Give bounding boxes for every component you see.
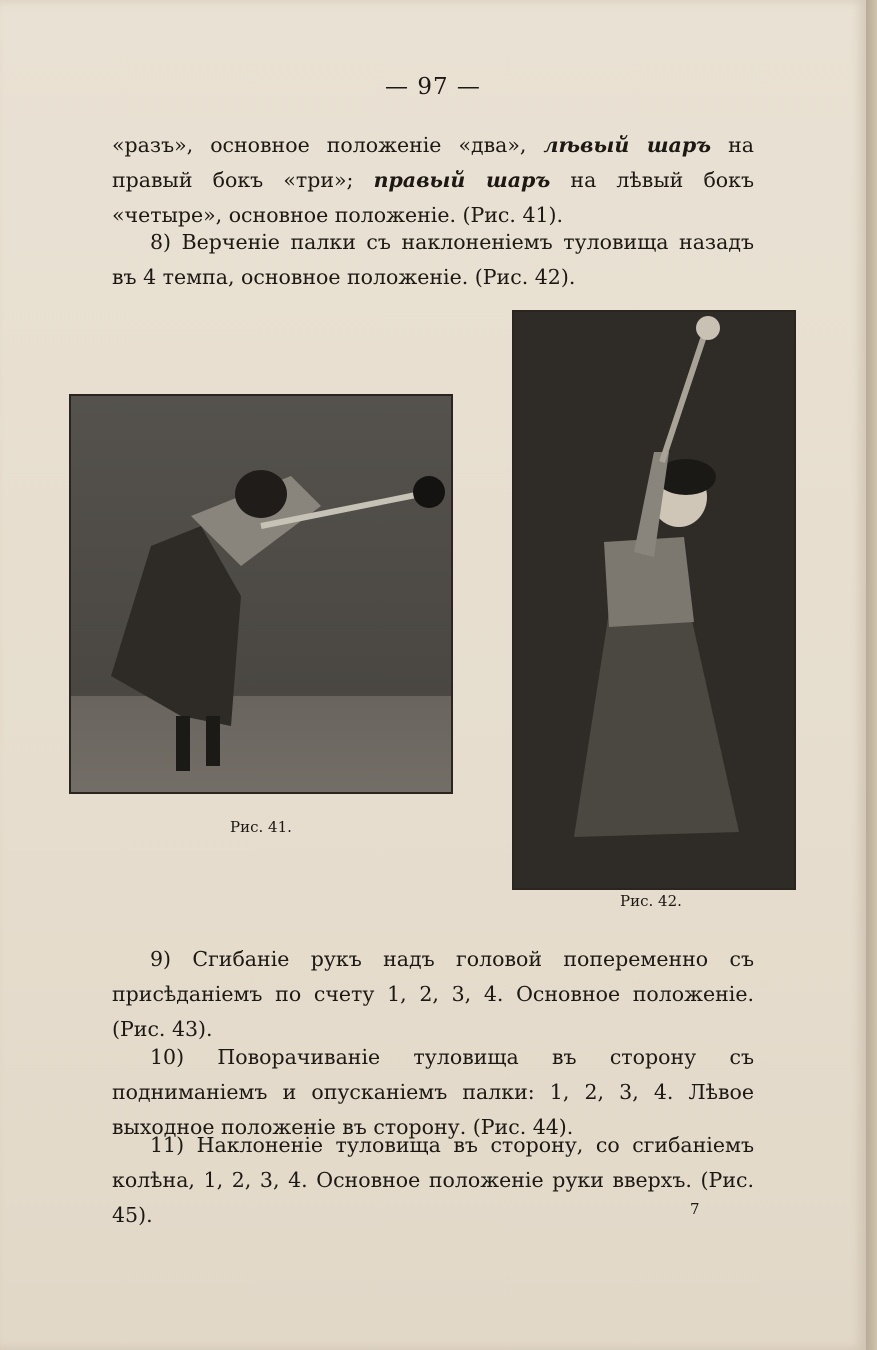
figure-42-photo [512, 310, 796, 890]
paragraph-exercise-10: 10) Поворачиваніе туловища въ сторону съ подниманіемъ и опусканіемъ палки: 1, 2, 3, 4. Лѣвое выходное положеніе въ сторону. (Рис. 44). [112, 1045, 754, 1139]
figure-41-caption: Рис. 41. [230, 818, 292, 836]
paragraph-exercise-11: 11) Наклоненіе туловища въ сторону, со сгибаніемъ колѣна, 1, 2, 3, 4. Основное положеніе руки вверхъ. (Рис. 45). [112, 1133, 754, 1227]
figure-41-photo [69, 394, 453, 794]
signature-mark: 7 [690, 1200, 700, 1218]
paragraph-exercise-8: 8) Верченіе палки съ наклоненіемъ туловища назадъ въ 4 темпа, основное положеніе. (Рис. 42). [112, 230, 754, 289]
page-number: — 97 — [385, 74, 481, 100]
figure-42-caption: Рис. 42. [620, 892, 682, 910]
paragraph-exercise-7-end: «разъ», основное положеніе «два», лѣвый шаръ на правый бокъ «три»; правый шаръ на лѣвый бокъ «четыре», основное положеніе. (Рис. 41). [112, 133, 754, 227]
paragraph-exercise-9: 9) Сгибаніе рукъ надъ головой попеременно съ присѣданіемъ по счету 1, 2, 3, 4. Основное положеніе. (Рис. 43). [112, 947, 754, 1041]
page-edge [866, 0, 877, 1350]
